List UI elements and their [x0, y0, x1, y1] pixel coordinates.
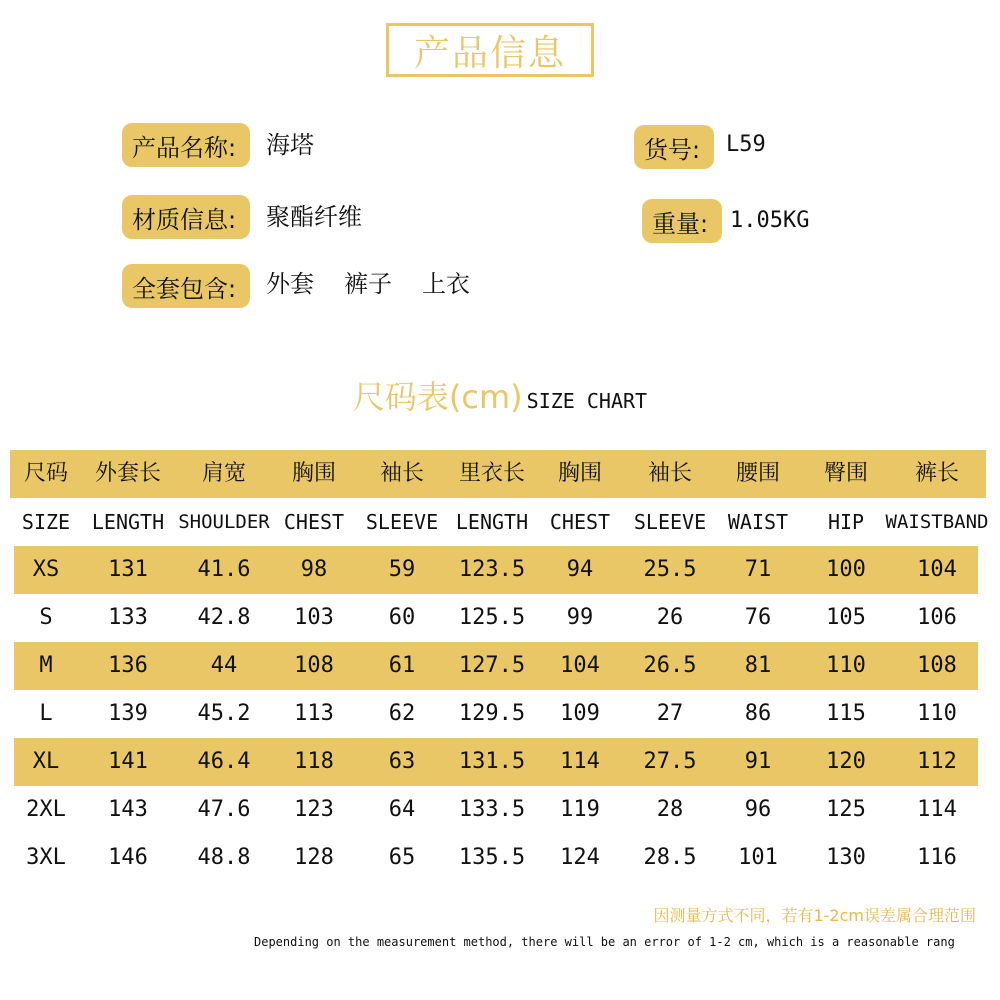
table-cell: 62: [388, 701, 416, 726]
measurement-note-cn: 因测量方式不同，若有1-2cm误差属合理范围: [653, 906, 976, 925]
table-cell: 41.6: [197, 557, 251, 582]
table-cell: XS: [32, 557, 60, 582]
table-cell: 133: [108, 605, 148, 630]
product-name-label: 产品名称:: [122, 123, 250, 167]
header-cell-cn: 臀围: [823, 461, 868, 486]
table-cell: 125: [826, 797, 866, 822]
header-cell-cn: 外套长: [94, 461, 161, 486]
table-cell: 25.5: [643, 557, 697, 582]
table-cell: 123: [294, 797, 334, 822]
table-cell: 65: [388, 845, 416, 870]
table-cell: 104: [917, 557, 957, 582]
table-cell: 2XL: [26, 797, 66, 822]
table-cell: 130: [826, 845, 866, 870]
table-cell: 116: [917, 845, 957, 870]
table-cell: 123.5: [458, 557, 526, 582]
material-value: 聚酯纤维: [266, 203, 362, 231]
header-cell-cn: 袖长: [647, 461, 692, 486]
product-code-label: 货号:: [634, 125, 714, 169]
table-cell: 118: [294, 749, 334, 774]
table-row: [0, 786, 1000, 834]
table-cell: 60: [388, 605, 416, 630]
table-cell: 76: [744, 605, 772, 630]
table-cell: 27.5: [643, 749, 697, 774]
size-chart-title-en: SIZE CHART: [526, 389, 648, 413]
material-label: 材质信息:: [122, 195, 250, 239]
table-cell: 108: [917, 653, 957, 678]
table-cell: 110: [917, 701, 957, 726]
table-cell: 110: [826, 653, 866, 678]
table-cell: 143: [108, 797, 148, 822]
table-cell: 127.5: [458, 653, 526, 678]
table-cell: 63: [388, 749, 416, 774]
header-cell-cn: 胸围: [557, 461, 602, 486]
table-cell: 48.8: [197, 845, 251, 870]
table-cell: 47.6: [197, 797, 251, 822]
header-cell-en: CHEST: [283, 510, 345, 534]
table-cell: 28.5: [643, 845, 697, 870]
table-cell: 101: [738, 845, 778, 870]
table-cell: 59: [388, 557, 416, 582]
header-cell-cn: 肩宽: [201, 461, 246, 486]
weight-label: 重量:: [642, 199, 722, 243]
table-cell: M: [39, 653, 53, 678]
product-name-value: 海塔: [266, 131, 314, 159]
table-cell: 71: [744, 557, 772, 582]
table-cell: 46.4: [197, 749, 251, 774]
table-cell: 120: [826, 749, 866, 774]
table-cell: 105: [826, 605, 866, 630]
table-cell: 129.5: [458, 701, 526, 726]
table-cell: 42.8: [197, 605, 251, 630]
table-cell: 28: [656, 797, 684, 822]
table-row: [14, 642, 978, 690]
table-cell: 98: [300, 557, 328, 582]
header-cell-en: SHOULDER: [178, 511, 270, 533]
table-cell: 136: [108, 653, 148, 678]
table-cell: 146: [108, 845, 148, 870]
table-row: [14, 738, 978, 786]
weight-value: 1.05KG: [730, 208, 810, 233]
table-cell: 114: [560, 749, 600, 774]
header-cell-en: SIZE: [21, 510, 71, 534]
table-row: [0, 594, 1000, 642]
table-cell: 45.2: [197, 701, 251, 726]
table-cell: S: [39, 605, 53, 630]
table-cell: 109: [560, 701, 600, 726]
size-chart-title-cn: 尺码表(cm): [352, 378, 523, 416]
table-cell: 141: [108, 749, 148, 774]
header-cell-en: WAISTBAND: [885, 511, 989, 533]
set-contents-label: 全套包含:: [122, 264, 250, 308]
table-cell: 96: [744, 797, 772, 822]
table-row: [0, 834, 1000, 882]
table-row: [14, 546, 978, 594]
table-cell: 133.5: [458, 797, 526, 822]
table-cell: 115: [826, 701, 866, 726]
table-cell: 125.5: [458, 605, 526, 630]
table-header-cn: [10, 450, 986, 498]
table-cell: 139: [108, 701, 148, 726]
header-cell-en: SLEEVE: [633, 510, 707, 534]
table-cell: 108: [294, 653, 334, 678]
header-cell-en: LENGTH: [455, 510, 529, 534]
set-item: 裤子: [344, 270, 392, 298]
header-cell-en: LENGTH: [91, 510, 165, 534]
table-cell: 26: [656, 605, 684, 630]
table-cell: 104: [560, 653, 600, 678]
set-item: 外套: [266, 270, 314, 298]
table-cell: 131.5: [458, 749, 526, 774]
table-cell: 86: [744, 701, 772, 726]
table-cell: 131: [108, 557, 148, 582]
table-cell: 106: [917, 605, 957, 630]
table-cell: 3XL: [26, 845, 66, 870]
header-cell-en: SLEEVE: [365, 510, 439, 534]
table-row: [0, 690, 1000, 738]
table-cell: 119: [560, 797, 600, 822]
table-cell: 26.5: [643, 653, 697, 678]
header-cell-en: HIP: [827, 510, 865, 534]
table-cell: 64: [388, 797, 416, 822]
product-code-value: L59: [726, 132, 766, 157]
table-cell: 44: [210, 653, 238, 678]
table-cell: XL: [32, 749, 60, 774]
header-cell-cn: 腰围: [735, 461, 780, 486]
size-chart-heading: [0, 372, 1000, 418]
table-cell: 128: [294, 845, 334, 870]
table-cell: 135.5: [458, 845, 526, 870]
table-cell: 27: [656, 701, 684, 726]
table-cell: 113: [294, 701, 334, 726]
header-cell-cn: 里衣长: [458, 461, 525, 486]
table-cell: 61: [388, 653, 416, 678]
table-cell: 81: [744, 653, 772, 678]
table-cell: L: [39, 701, 53, 726]
measurement-note-en: Depending on the measurement method, there will be an error of 1-2 cm, which is a reasonable rang: [254, 935, 955, 949]
header-cell-en: CHEST: [549, 510, 611, 534]
header-cell-cn: 裤长: [914, 461, 959, 486]
set-item: 上衣: [422, 270, 470, 298]
table-cell: 114: [917, 797, 957, 822]
header-cell-cn: 尺码: [23, 461, 68, 486]
header-cell-cn: 胸围: [291, 461, 336, 486]
header-cell-cn: 袖长: [379, 461, 424, 486]
table-cell: 100: [826, 557, 866, 582]
table-cell: 94: [566, 557, 594, 582]
table-cell: 103: [294, 605, 334, 630]
table-cell: 112: [917, 749, 957, 774]
table-header-en: [0, 498, 1000, 546]
table-cell: 124: [560, 845, 600, 870]
table-cell: 91: [744, 749, 772, 774]
header-cell-en: WAIST: [727, 510, 789, 534]
table-cell: 99: [566, 605, 594, 630]
product-info-title: 产品信息: [386, 23, 594, 77]
